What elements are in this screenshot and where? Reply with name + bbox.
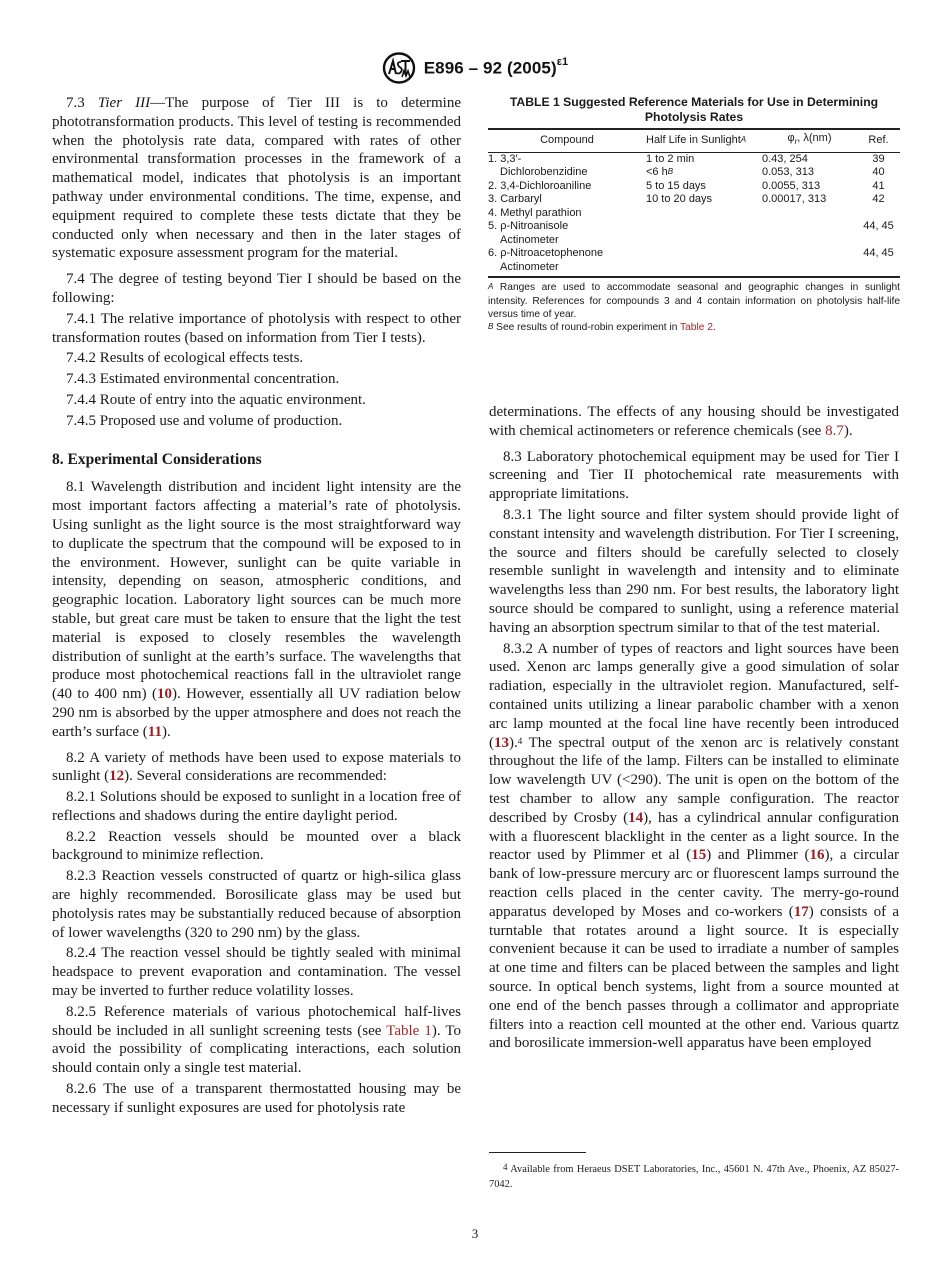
table-notes	[488, 281, 900, 335]
cell-quantum-yield	[762, 261, 857, 278]
paragraph-8-2-1	[52, 788, 461, 826]
paragraph-text: Reference materials of various photochemical half-lives should be included in all sunlight screening tests (see	[52, 1003, 462, 1039]
table-row	[488, 166, 900, 180]
designation-text: E896 – 92 (2005)	[423, 58, 557, 78]
cell-quantum-yield	[762, 247, 857, 261]
section-number: 8.3.1	[503, 506, 533, 523]
table-1-link[interactable]: Table 1	[386, 1022, 432, 1039]
footnote-text: Available from Heraeus DSET Laboratories, Inc., 45601 N. 47th Ave., Phoenix, AZ 85027-7042.	[489, 1164, 899, 1190]
cell-compound: 2. 3,4-Dichloroaniline	[488, 179, 592, 192]
cell-quantum-yield: 0.0055, 313	[762, 179, 821, 192]
paragraph-text: ). To avoid the possibility of complicating interactions, each solution should contain only a single test material.	[52, 1022, 461, 1077]
table-row	[488, 220, 900, 234]
note-mark-b: B	[488, 322, 494, 332]
table-row	[488, 207, 900, 221]
footnote-4	[489, 1162, 899, 1192]
paragraph-7-4-4	[52, 391, 461, 410]
reference-link-16[interactable]: 16	[809, 847, 825, 864]
paragraph-7-4-2	[52, 349, 461, 368]
paragraph-7-4-5	[52, 412, 461, 431]
cell-ref: 44, 45	[863, 220, 894, 233]
reference-link-11[interactable]: 11	[147, 723, 162, 740]
paragraph-text: determinations. The effects of any housing should be investigated with chemical actinometers or reference chemicals (see	[489, 404, 899, 439]
cell-quantum-yield	[762, 220, 857, 234]
footnote-mark-b: B	[667, 167, 674, 177]
section-number: 8.2.4	[66, 945, 96, 962]
reference-link-13[interactable]: 13	[494, 734, 509, 751]
table-row	[488, 247, 900, 261]
table-header-row	[488, 129, 900, 152]
paragraph-text: Solutions should be exposed to sunlight in a location free of reflections and shadows during the entire daylight period.	[52, 789, 462, 824]
astm-logo-icon	[382, 52, 416, 84]
cell-compound: 6. ρ-Nitroacetophenone	[488, 247, 604, 260]
footnote-mark: 4	[503, 1162, 508, 1172]
section-number: 7.3	[66, 95, 85, 111]
paragraph-text: The spectral output of the xenon arc is relatively constant throughout the life of the lamp. Filters can be installed to eliminate low wavelength UV (<290). The unit is open on the bottom of the test chamber to allow any sample configuration. The reactor described by Crosby (	[489, 734, 899, 826]
section-number: 8.3.2	[503, 640, 533, 657]
section-number: 8.2.6	[66, 1081, 96, 1098]
paragraph-text: ). However, essentially all UV radiation below 290 nm is absorbed by the upper atmosphere and does not reach the earth’s surface (	[52, 686, 462, 740]
cell-ref	[857, 207, 900, 221]
note-text: Ranges are used to accommodate seasonal and geographic changes in sunlight intensity. References for compounds 3 and 4 contain information on photolysis half-life versus time of year.	[488, 282, 900, 320]
header-quantum-yield	[762, 129, 857, 152]
cell-half-life: 10 to 20 days	[646, 193, 713, 206]
section-heading-8: 8. Experimental Considerations	[52, 450, 262, 468]
header-half-life-text: Half Life in Sunlight	[646, 133, 741, 146]
paragraph-text: The degree of testing beyond Tier I should be based on the following:	[52, 271, 461, 306]
header-ref: Ref.	[868, 133, 889, 146]
note-mark-a: A	[488, 282, 494, 292]
cell-compound: Dichlorobenzidine	[500, 166, 588, 179]
table-row	[488, 180, 900, 194]
epsilon-superscript: ε1	[556, 55, 569, 68]
paragraph-text: The relative importance of photolysis with respect to other transformation routes (based on information from Tier I tests).	[52, 310, 462, 346]
cell-compound: 1. 3,3′-	[488, 152, 522, 165]
cell-quantum-yield: 0.00017, 313	[762, 193, 827, 206]
paragraph-text: A variety of methods have been used to expose materials to sunlight (	[52, 749, 461, 785]
reference-materials-table	[488, 128, 900, 278]
cell-half-life	[646, 166, 762, 180]
cell-ref	[857, 234, 900, 248]
paragraph-text: Route of entry into the aquatic environment.	[99, 391, 366, 408]
footnote-divider	[489, 1152, 586, 1153]
phi-subscript: r	[794, 137, 798, 147]
section-number: 7.4.4	[66, 391, 96, 408]
footnote-mark-4[interactable]: 4	[517, 735, 523, 746]
paragraph-8-2	[52, 749, 461, 787]
table-1	[488, 95, 900, 335]
paragraph-8-3-2	[489, 640, 899, 1054]
table-note-b	[488, 321, 900, 334]
section-number: 7.4.5	[66, 412, 96, 429]
paragraph-8-2-6	[52, 1080, 461, 1118]
reference-link-10[interactable]: 10	[156, 686, 172, 703]
footnote	[489, 1162, 899, 1192]
page-header	[0, 52, 950, 84]
paragraph-8-2-4	[52, 944, 461, 1000]
table-row	[488, 234, 900, 248]
section-number: 8.2.1	[66, 789, 96, 806]
paragraph-text: ). Several considerations are recommended:	[124, 768, 387, 785]
table-row	[488, 152, 900, 166]
table-row	[488, 193, 900, 207]
section-number: 7.4	[66, 271, 85, 288]
paragraph-text: Reaction vessels constructed of quartz or high-silica glass are highly recommended. Borosilicate glass may be used but photolysis rates may be substantially reduced because of absorption of lower wavelengths (320 to 290 nm) by the glass.	[52, 868, 461, 941]
paragraph-8-3	[489, 448, 899, 504]
section-number: 8.3	[503, 448, 522, 465]
paragraph-text: ).	[509, 734, 518, 751]
paragraph-text: The light source and filter system should provide light of constant intensity and wavelength distribution. For Tier I screening, the source and filters should be carefully selected to closely resemble sunlight in wavelength and intensity and to eliminate wavelengths less than 290 nm. For best results, the laboratory light source should be compared to sunlight, using a reference material having an absorption spectrum similar to that of the test material.	[489, 506, 899, 636]
paragraph-7-4-1	[52, 310, 461, 348]
paragraph-text: ), has a cylindrical annular configuration with a fluorescent blacklight in the center as a light source. In the reactor used by Plimmer et al (	[489, 809, 899, 864]
cell-quantum-yield: 0.053, 313	[762, 166, 814, 179]
reference-link-17[interactable]: 17	[793, 903, 809, 920]
section-8-7-link[interactable]: 8.7	[825, 422, 844, 439]
paragraph-7-4	[52, 270, 461, 308]
table-note-a	[488, 281, 900, 321]
paragraph-text: Results of ecological effects tests.	[99, 350, 304, 367]
paragraph-8-1	[52, 478, 461, 741]
paragraph-text: Proposed use and volume of production.	[99, 412, 343, 429]
paragraph-text: The purpose of Tier III is to determine phototransformation products. This level of testing is recommended when the photolysis rate data, compared with rates of other environmental transformation processes in the framework of a mathematical model, indicates that photolysis is an important pathway under environmental conditions. The time, expense, and equipment required to complete these tests dictate that they be conducted only when necessary and then in the later stages of systematic exposure assessment program for the material.	[52, 95, 462, 262]
cell-ref: 44, 45	[863, 247, 894, 260]
right-column	[489, 403, 899, 1053]
left-column	[52, 94, 461, 1118]
half-life-value: <6 h	[646, 166, 668, 179]
paragraph-8-3-1	[489, 506, 899, 638]
reference-link-15[interactable]: 15	[691, 847, 707, 864]
section-number: 7.4.2	[66, 350, 96, 367]
paragraph-text: The reaction vessel should be tightly sealed with minimal headspace to prevent evaporation and contamination. The vessel may be inverted to further reduce volatility losses.	[52, 945, 461, 1000]
paragraph-text: Wavelength distribution and incident light intensity are the most important factors affecting a material’s rate of photolysis. Using sunlight as the light source is the most straightforward way to duplicate the spectrum that the compound will be exposed to in the environment. However, sunlight can be quite variable in intensity, depending on season, atmospheric conditions, and geographic location. Laboratory light sources can be much more stable, but great care must be taken to ensure that the light the test material is exposed to closely resembles the wavelength distribution of sunlight at the earth’s surface. The wavelengths that produce most photochemical reactions fall in the ultraviolet range (40 to 400 nm) (	[52, 479, 462, 703]
cell-compound: 5. ρ-Nitroanisole	[488, 220, 569, 233]
paragraph-7-3	[52, 94, 461, 263]
note-text: .	[712, 322, 716, 334]
section-title: Tier III	[97, 95, 151, 111]
table-title: TABLE 1 Suggested Reference Materials for Use in Determining Photolysis Rates	[509, 95, 879, 124]
section-number: 8.2.2	[66, 828, 96, 845]
section-number: 8.2.5	[66, 1003, 96, 1020]
cell-half-life	[646, 247, 762, 261]
cell-half-life	[646, 207, 762, 221]
paragraph-text: Laboratory photochemical equipment may be used for Tier I screening and Tier II photochemical rate measurements with appropriate limitations.	[489, 448, 899, 503]
reference-link-12[interactable]: 12	[109, 768, 125, 785]
section-number: 8.1	[66, 479, 85, 496]
cell-ref	[857, 261, 900, 278]
footnote-mark-a: A	[740, 134, 747, 144]
section-number: 8.2	[66, 749, 85, 766]
paragraph-7-4-3	[52, 370, 461, 389]
cell-quantum-yield	[762, 234, 857, 248]
document-designation	[423, 55, 569, 79]
page-number: 3	[471, 1226, 479, 1241]
cell-half-life	[646, 234, 762, 248]
paragraph-8-2-5	[52, 1003, 461, 1078]
table-2-link[interactable]: Table 2	[680, 322, 713, 334]
cell-compound: Actinometer	[500, 260, 559, 273]
cell-half-life	[646, 220, 762, 234]
phi-symbol: φ	[787, 132, 795, 144]
cell-ref: 39	[872, 152, 885, 165]
section-number: 7.4.1	[66, 310, 96, 327]
paragraph-8-2-2	[52, 828, 461, 866]
cell-quantum-yield: 0.43, 254	[762, 152, 808, 165]
header-compound: Compound	[540, 133, 594, 146]
reference-link-14[interactable]: 14	[628, 809, 644, 826]
paragraph-text: ) consists of a turntable that rotates around a light source. It is especially convenient because it can be used to irradiate a number of samples at one time and filters can be placed between the samples and light source. In optical bench systems, light from a source mounted at one end of the bench passes through a collimator and appropriate filters into a reaction cell mounted at the other end. Various quartz and borosilicate immersion-well apparatus have been employed	[489, 903, 899, 1052]
paragraph-text: Reaction vessels should be mounted over a black background to minimize reflection.	[52, 828, 461, 864]
cell-ref: 41	[872, 179, 885, 192]
cell-ref: 42	[872, 193, 885, 206]
cell-quantum-yield	[762, 207, 857, 221]
note-text: See results of round-robin experiment in	[493, 322, 681, 334]
paragraph-text: ).	[161, 723, 171, 740]
paragraph-text: Estimated environmental concentration.	[99, 371, 340, 388]
section-number: 8.2.3	[66, 868, 96, 885]
section-number: 7.4.3	[66, 371, 96, 388]
cell-ref: 40	[872, 166, 885, 179]
cell-compound: 4. Methyl parathion	[488, 206, 582, 219]
cell-half-life	[646, 261, 762, 278]
cell-half-life: 1 to 2 min	[646, 152, 695, 165]
table-row	[488, 261, 900, 278]
wavelength-label: , λ(nm)	[797, 132, 832, 144]
paragraph-text: ), a circular bank of low-pressure mercury arc or fluorescent lamps surround the reaction cells placed in the center cavity. The merry-go-round apparatus developed by Moses and co-workers (	[489, 847, 899, 920]
cell-compound: 3. Carbaryl	[488, 193, 542, 206]
paragraph-text: ).	[843, 422, 853, 439]
em-dash: —	[150, 95, 166, 111]
paragraph-text: ) and Plimmer (	[706, 847, 810, 864]
cell-half-life: 5 to 15 days	[646, 179, 706, 192]
paragraph-text: A number of types of reactors and light sources have been used. Xenon arc lamps generally give a good simulation of solar radiation, especially in the ultraviolet region. Manufactured, self-contained units utilizing a linear parabolic chamber with a xenon arc lamp mounted at the focal line have recently been introduced (	[489, 640, 899, 751]
cell-compound: Actinometer	[500, 233, 559, 246]
header-half-life	[646, 129, 762, 152]
paragraph-8-2-6-continued	[489, 403, 899, 441]
paragraph-text: The use of a transparent thermostatted housing may be necessary if sunlight exposures are used for photolysis rate	[52, 1081, 461, 1116]
paragraph-8-2-3	[52, 867, 461, 942]
